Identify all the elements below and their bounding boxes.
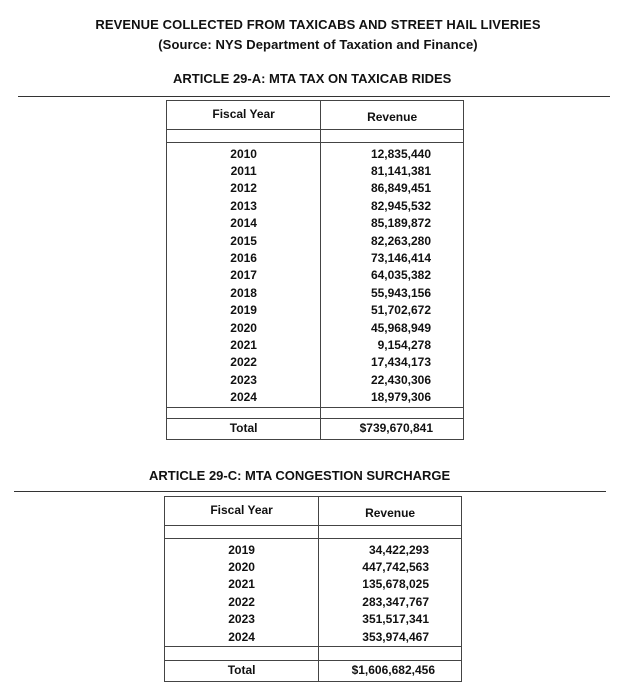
revenue-table-29a — [166, 100, 464, 440]
table-row: 2019 34,422,293 — [165, 542, 462, 559]
fiscal-year-header: Fiscal Year — [167, 101, 321, 130]
table-row: 2024 18,979,306 — [167, 389, 464, 407]
document-source: (Source: NYS Department of Taxation and Finance) — [158, 37, 478, 52]
revenue-header: Revenue — [319, 497, 462, 526]
section-title-29a: ARTICLE 29-A: MTA TAX ON TAXICAB RIDES — [173, 71, 452, 86]
table-row: 2010 12,835,440 — [167, 146, 464, 163]
table-row: 2024 353,974,467 — [165, 629, 462, 647]
total-label: Total — [165, 660, 319, 681]
table-header-row — [167, 101, 464, 130]
table-row: 2023 22,430,306 — [167, 372, 464, 389]
table-row: 2019 51,702,672 — [167, 302, 464, 319]
table-row: 2020 447,742,563 — [165, 559, 462, 576]
total-row — [167, 418, 464, 439]
section-title-29c: ARTICLE 29-C: MTA CONGESTION SURCHARGE — [149, 468, 451, 483]
total-value: $739,670,841 — [321, 418, 464, 439]
section-divider — [18, 96, 610, 97]
revenue-table-29c — [164, 496, 462, 682]
table-row: 2022 283,347,767 — [165, 594, 462, 611]
total-row — [165, 660, 462, 681]
table-header-row — [165, 497, 462, 526]
table-row: 2018 55,943,156 — [167, 285, 464, 302]
table-row: 2016 73,146,414 — [167, 250, 464, 267]
fiscal-year-header: Fiscal Year — [165, 497, 319, 526]
table-row: 2017 64,035,382 — [167, 267, 464, 284]
section-divider — [14, 491, 606, 492]
table-row: 2011 81,141,381 — [167, 163, 464, 180]
total-label: Total — [167, 418, 321, 439]
table-row: 2022 17,434,173 — [167, 354, 464, 371]
table-row: 2012 86,849,451 — [167, 180, 464, 197]
table-row: 2013 82,945,532 — [167, 198, 464, 215]
total-value: $1,606,682,456 — [319, 660, 462, 681]
table-row: 2015 82,263,280 — [167, 233, 464, 250]
table-row: 2021 135,678,025 — [165, 576, 462, 593]
table-row: 2020 45,968,949 — [167, 320, 464, 337]
revenue-header: Revenue — [321, 101, 464, 130]
document-title: REVENUE COLLECTED FROM TAXICABS AND STREET HAIL LIVERIES — [95, 17, 541, 32]
table-row: 2023 351,517,341 — [165, 611, 462, 628]
table-row: 2014 85,189,872 — [167, 215, 464, 232]
table-row: 2021 9,154,278 — [167, 337, 464, 354]
